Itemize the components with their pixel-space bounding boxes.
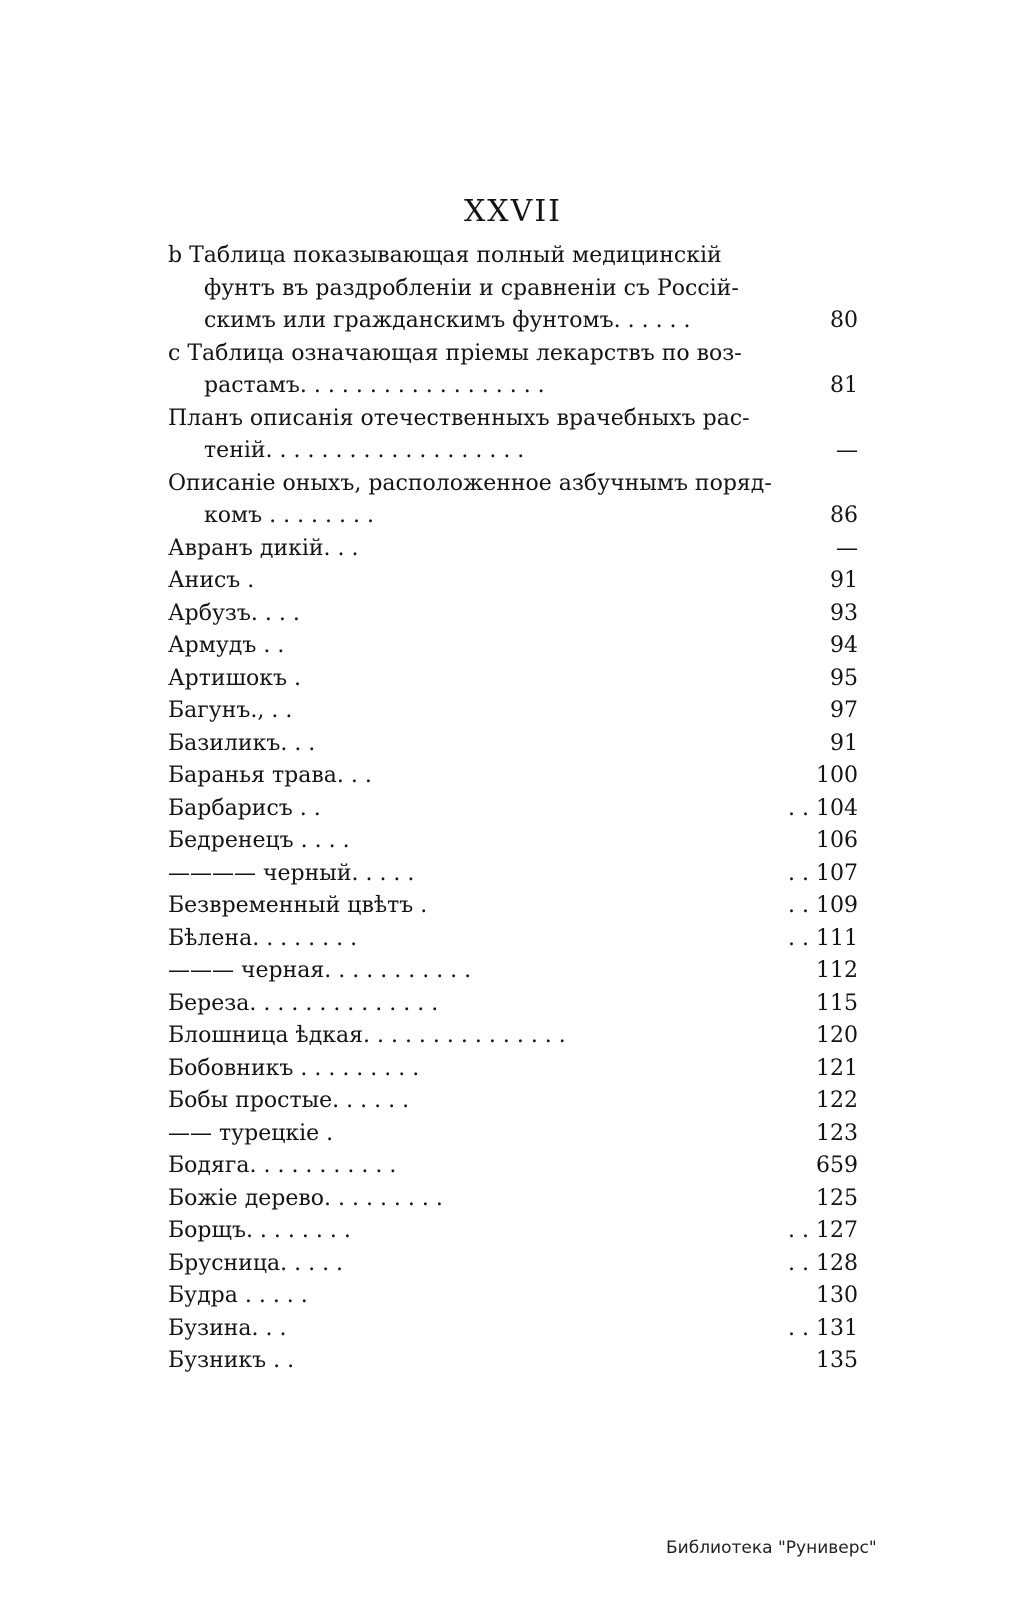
entry-line: b Таблица показывающая полный медицинскій xyxy=(168,243,722,268)
page-ref: 80 xyxy=(830,308,858,333)
entry-line: Описаніе оныхъ, расположенное азбучнымъ поряд- xyxy=(168,470,772,496)
plant-name: Бузникъ . . xyxy=(168,1348,295,1373)
page-ref: 115 xyxy=(816,990,858,1016)
plant-name: Брусница. . . . . xyxy=(168,1250,344,1276)
list-item xyxy=(168,565,858,598)
plant-name: Барбарисъ . . xyxy=(168,795,321,821)
plant-name: Артишокъ . xyxy=(168,665,302,691)
entry-line: растамъ. . . . . . . . . . . . . . . . . . xyxy=(204,373,545,398)
page-ref: 659 xyxy=(816,1153,858,1178)
plant-name: Бобы простые. . . . . . xyxy=(168,1088,410,1113)
page-ref: 122 xyxy=(816,1088,858,1113)
list-item xyxy=(168,598,858,631)
plant-name: Бузина. . . xyxy=(168,1315,287,1341)
page-ref: — xyxy=(836,438,858,463)
plant-name: Бедренецъ . . . . xyxy=(168,828,350,853)
list-item xyxy=(168,1215,858,1248)
list-item xyxy=(168,1313,858,1346)
entry-line: теній. . . . . . . . . . . . . . . . . . . xyxy=(204,438,525,463)
entry-line: Планъ описанія отечественныхъ врачебныхъ рас- xyxy=(168,405,750,431)
plant-name: Багунъ., . . xyxy=(168,698,293,723)
list-item xyxy=(168,1150,858,1183)
page-ref: 97 xyxy=(830,698,858,723)
page-ref: 112 xyxy=(816,958,858,983)
list-item xyxy=(168,1085,858,1118)
list-item xyxy=(168,1345,858,1378)
list-item xyxy=(168,533,858,566)
list-item xyxy=(168,825,858,858)
page-ref: — xyxy=(836,535,858,561)
plant-name: ———— черный. . . . . xyxy=(168,860,415,886)
list-item xyxy=(168,1280,858,1313)
page-ref: . . 131 xyxy=(788,1315,858,1341)
list-item xyxy=(168,663,858,696)
list-item xyxy=(168,793,858,826)
page-ref: 100 xyxy=(816,763,858,788)
plant-name: Безвременный цвѣтъ . xyxy=(168,893,428,918)
page-ref: 93 xyxy=(830,600,858,626)
entry-line: комъ . . . . . . . . xyxy=(204,503,374,528)
plant-name: Базиликъ. . . xyxy=(168,730,316,756)
list-item xyxy=(168,695,858,728)
plant-name: —— турецкіе . xyxy=(168,1120,334,1146)
page-ref: 123 xyxy=(816,1120,858,1146)
plant-name: Блошница ѣдкая. . . . . . . . . . . . . . . xyxy=(168,1023,566,1048)
plant-name: Арбузъ. . . . xyxy=(168,600,300,626)
page-ref: 106 xyxy=(816,828,858,853)
list-item xyxy=(168,1118,858,1151)
library-watermark: Библиотека "Руниверс" xyxy=(666,1538,877,1558)
page-ref: . . 104 xyxy=(788,795,858,821)
page-ref: . . 127 xyxy=(788,1218,858,1243)
page-ref: 125 xyxy=(816,1185,858,1211)
table-of-contents xyxy=(168,240,858,1378)
page-number: XXVII xyxy=(463,194,563,229)
plant-name: Бобовникъ . . . . . . . . . xyxy=(168,1055,420,1081)
page-ref: 135 xyxy=(816,1348,858,1373)
toc-entry-plan xyxy=(168,403,858,468)
list-item xyxy=(168,1183,858,1216)
plant-name: Божіе дерево. . . . . . . . . xyxy=(168,1185,443,1211)
plant-name: Бѣлена. . . . . . . . xyxy=(168,925,358,951)
plant-name: Бодяга. . . . . . . . . . . xyxy=(168,1153,397,1178)
toc-entry-description xyxy=(168,468,858,533)
plant-list xyxy=(168,533,858,1378)
page-ref: . . 109 xyxy=(788,893,858,918)
page-ref: . . 107 xyxy=(788,860,858,886)
page-ref: 94 xyxy=(830,633,858,658)
list-item xyxy=(168,988,858,1021)
plant-name: Авранъ дикій. . . xyxy=(168,535,359,561)
entry-line: фунтъ въ раздробленіи и сравненіи съ Россій- xyxy=(204,275,739,301)
entry-line: c Таблица означающая пріемы лекарствъ по воз- xyxy=(168,340,742,366)
plant-name: Береза. . . . . . . . . . . . . . xyxy=(168,990,439,1016)
toc-entry-table-c xyxy=(168,338,858,403)
list-item xyxy=(168,630,858,663)
plant-name: Борщъ. . . . . . . . xyxy=(168,1218,351,1243)
list-item xyxy=(168,890,858,923)
page-ref: 121 xyxy=(816,1055,858,1081)
page-ref: 95 xyxy=(830,665,858,691)
page-ref: 81 xyxy=(830,373,858,398)
list-item xyxy=(168,955,858,988)
list-item xyxy=(168,728,858,761)
list-item xyxy=(168,1053,858,1086)
page-ref: 86 xyxy=(830,503,858,528)
list-item xyxy=(168,1248,858,1281)
page-ref: 91 xyxy=(830,730,858,756)
plant-name: Анисъ . xyxy=(168,568,255,593)
plant-name: ——— черная. . . . . . . . . . . xyxy=(168,958,472,983)
list-item xyxy=(168,923,858,956)
list-item xyxy=(168,858,858,891)
list-item xyxy=(168,760,858,793)
page-ref: . . 128 xyxy=(788,1250,858,1276)
page-ref: 120 xyxy=(816,1023,858,1048)
page-ref: 130 xyxy=(816,1283,858,1308)
entry-line: скимъ или гражданскимъ фунтомъ. . . . . . xyxy=(204,308,691,333)
toc-entry-table-b xyxy=(168,240,858,338)
page-ref: 91 xyxy=(830,568,858,593)
list-item xyxy=(168,1020,858,1053)
plant-name: Будра . . . . . xyxy=(168,1283,308,1308)
plant-name: Армудъ . . xyxy=(168,633,285,658)
plant-name: Баранья трава. . . xyxy=(168,763,372,788)
page-ref: . . 111 xyxy=(788,925,858,951)
